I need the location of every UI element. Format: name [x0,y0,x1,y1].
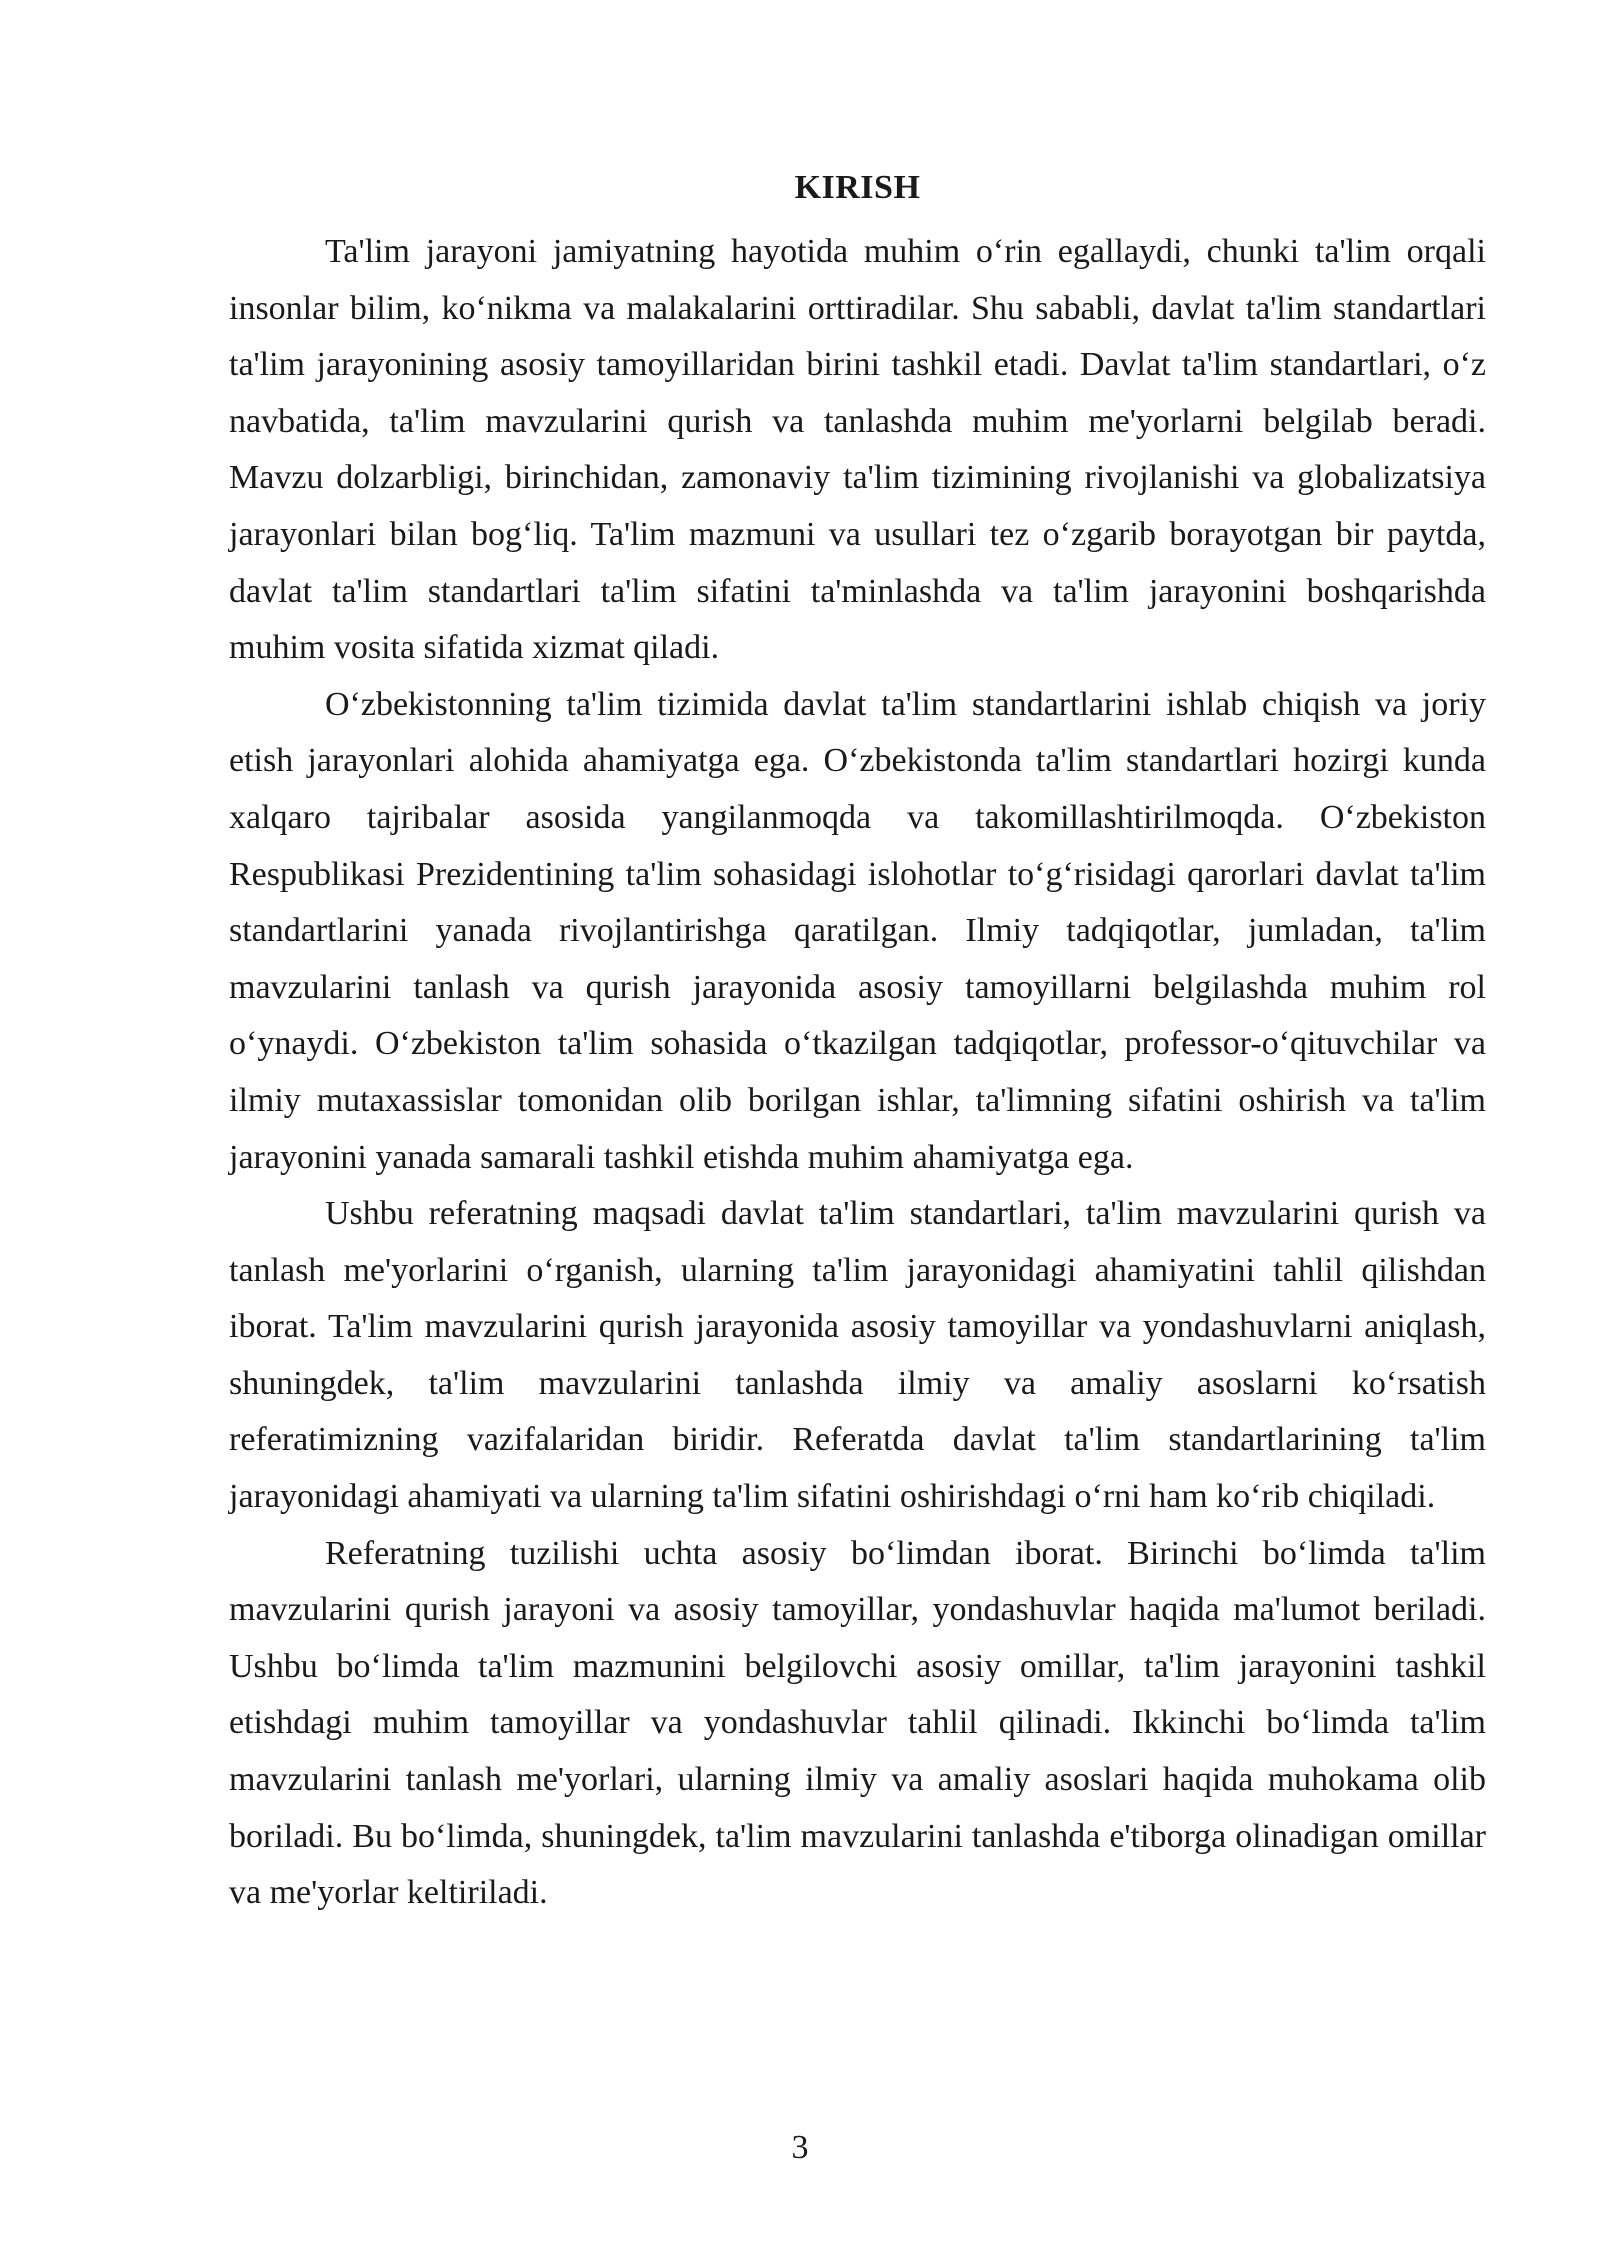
page-title: KIRISH [794,169,921,206]
page-content [229,160,1486,1922]
paragraph-4: Referatning tuzilishi uchta asosiy bo‘limdan iborat. Birinchi bo‘limda ta'lim mavzularini qurish jarayoni va asosiy tamoyillar, yondashuvlar haqida ma'lumot beriladi. Ushbu bo‘limda ta'lim mazmunini belgilovchi asosiy omillar, ta'lim jarayonini tashkil etishdagi muhim tamoyillar va yondashuvlar tahlil qilinadi. Ikkinchi bo‘limda ta'lim mavzularini tanlash me'yorlari, ularning ilmiy va amaliy asoslari haqida muhokama olib boriladi. Bu bo‘limda, shuningdek, ta'lim mavzularini tanlashda e'tiborga olinadigan omillar va me'yorlar keltiriladi. [229,1534,1486,1912]
paragraph-3: Ushbu referatning maqsadi davlat ta'lim standartlari, ta'lim mavzularini qurish va tanlash me'yorlarini o‘rganish, ularning ta'lim jarayonidagi ahamiyatini tahlil qilishdan iborat. Ta'lim mavzularini qurish jarayonida asosiy tamoyillar va yondashuvlarni aniqlash, shuningdek, ta'lim mavzularini tanlashda ilmiy va amaliy asoslarni ko‘rsatish referatimizning vazifalaridan biridir. Referatda davlat ta'lim standartlarining ta'lim jarayonidagi ahamiyati va ularning ta'lim sifatini oshirishdagi o‘rni ham ko‘rib chiqiladi. [229,1195,1486,1516]
paragraph-2: O‘zbekistonning ta'lim tizimida davlat ta'lim standartlarini ishlab chiqish va joriy etish jarayonlari alohida ahamiyatga ega. O‘zbekistonda ta'lim standartlari hozirgi kunda xalqaro tajribalar asosida yangilanmoqda va takomillashtirilmoqda. O‘zbekiston Respublikasi Prezidentining ta'lim sohasidagi islohotlar to‘g‘risidagi qarorlari davlat ta'lim standartlarini yanada rivojlantirishga qaratilgan. Ilmiy tadqiqotlar, jumladan, ta'lim mavzularini tanlash va qurish jarayonida asosiy tamoyillarni belgilashda muhim rol o‘ynaydi. O‘zbekiston ta'lim sohasida o‘tkazilgan tadqiqotlar, professor-o‘qituvchilar va ilmiy mutaxassislar tomonidan olib borilgan ishlar, ta'limning sifatini oshirish va ta'lim jarayonini yanada samarali tashkil etishda muhim ahamiyatga ega. [229,685,1486,1176]
page-number: 3 [791,2129,809,2166]
paragraph-1: Ta'lim jarayoni jamiyatning hayotida muhim o‘rin egallaydi, chunki ta'lim orqali insonlar bilim, ko‘nikma va malakalarini orttiradilar. Shu sababli, davlat ta'lim standartlari ta'lim jarayonining asosiy tamoyillaridan birini tashkil etadi. Davlat ta'lim standartlari, o‘z navbatida, ta'lim mavzularini qurish va tanlashda muhim me'yorlarni belgilab beradi. Mavzu dolzarbligi, birinchidan, zamonaviy ta'lim tizimining rivojlanishi va globalizatsiya jarayonlari bilan bog‘liq. Ta'lim mazmuni va usullari tez o‘zgarib borayotgan bir paytda, davlat ta'lim standartlari ta'lim sifatini ta'minlashda va ta'lim jarayonini boshqarishda muhim vosita sifatida xizmat qiladi. [229,233,1486,667]
